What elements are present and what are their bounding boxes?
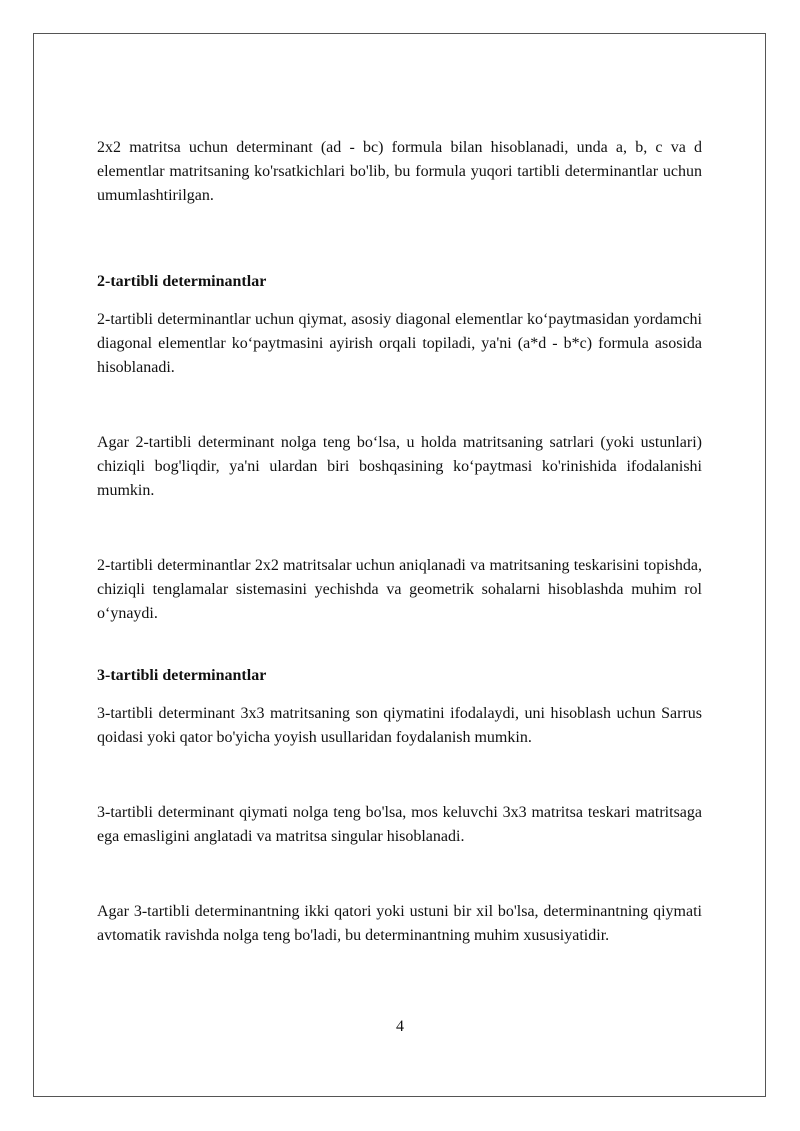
paragraph-2nd-order-usage: 2-tartibli determinantlar 2x2 matritsalar uchun aniqlanadi va matritsaning teskarisini topishda, chiziqli tenglamalar sistemasini yechishda va geometrik sohalarni hisoblashda muhim rol o‘ynaydi. (97, 557, 702, 622)
paragraph-2nd-order-definition: 2-tartibli determinantlar uchun qiymat, asosiy diagonal elementlar ko‘paytmasidan yordamchi diagonal elementlar ko‘paytmasini ayirish orqali topiladi, ya'ni (a*d - b*c) formula asosida hisoblanadi. (97, 311, 702, 376)
paragraph-2nd-order-zero: Agar 2-tartibli determinant nolga teng bo‘lsa, u holda matritsaning satrlari (yoki ustunlari) chiziqli bog'liqdir, ya'ni ulardan biri boshqasining ko‘paytmasi ko'rinishida ifodalanishi mumkin. (97, 434, 702, 499)
section-heading-3rd-order: 3-tartibli determinantlar (97, 667, 267, 684)
paragraph-3rd-order-singular: 3-tartibli determinant qiymati nolga teng bo'lsa, mos keluvchi 3x3 matritsa teskari matritsaga ega emasligini anglatadi va matritsa singular hisoblanadi. (97, 804, 702, 845)
page-number: 4 (396, 1018, 404, 1035)
intro-paragraph: 2x2 matritsa uchun determinant (ad - bc) formula bilan hisoblanadi, unda a, b, c va d elementlar matritsaning ko'rsatkichlari bo'lib, bu formula yuqori tartibli determinantlar uchun umumlashtirilgan. (97, 139, 702, 204)
paragraph-3rd-order-property: Agar 3-tartibli determinantning ikki qatori yoki ustuni bir xil bo'lsa, determinantning qiymati avtomatik ravishda nolga teng bo'ladi, bu determinantning muhim xususiyatidir. (97, 903, 702, 944)
paragraph-3rd-order-definition: 3-tartibli determinant 3x3 matritsaning son qiymatini ifodalaydi, uni hisoblash uchun Sarrus qoidasi yoki qator bo'yicha yoyish usullaridan foydalanish mumkin. (97, 705, 702, 746)
page-content (97, 136, 702, 948)
section-heading-2nd-order: 2-tartibli determinantlar (97, 273, 267, 290)
